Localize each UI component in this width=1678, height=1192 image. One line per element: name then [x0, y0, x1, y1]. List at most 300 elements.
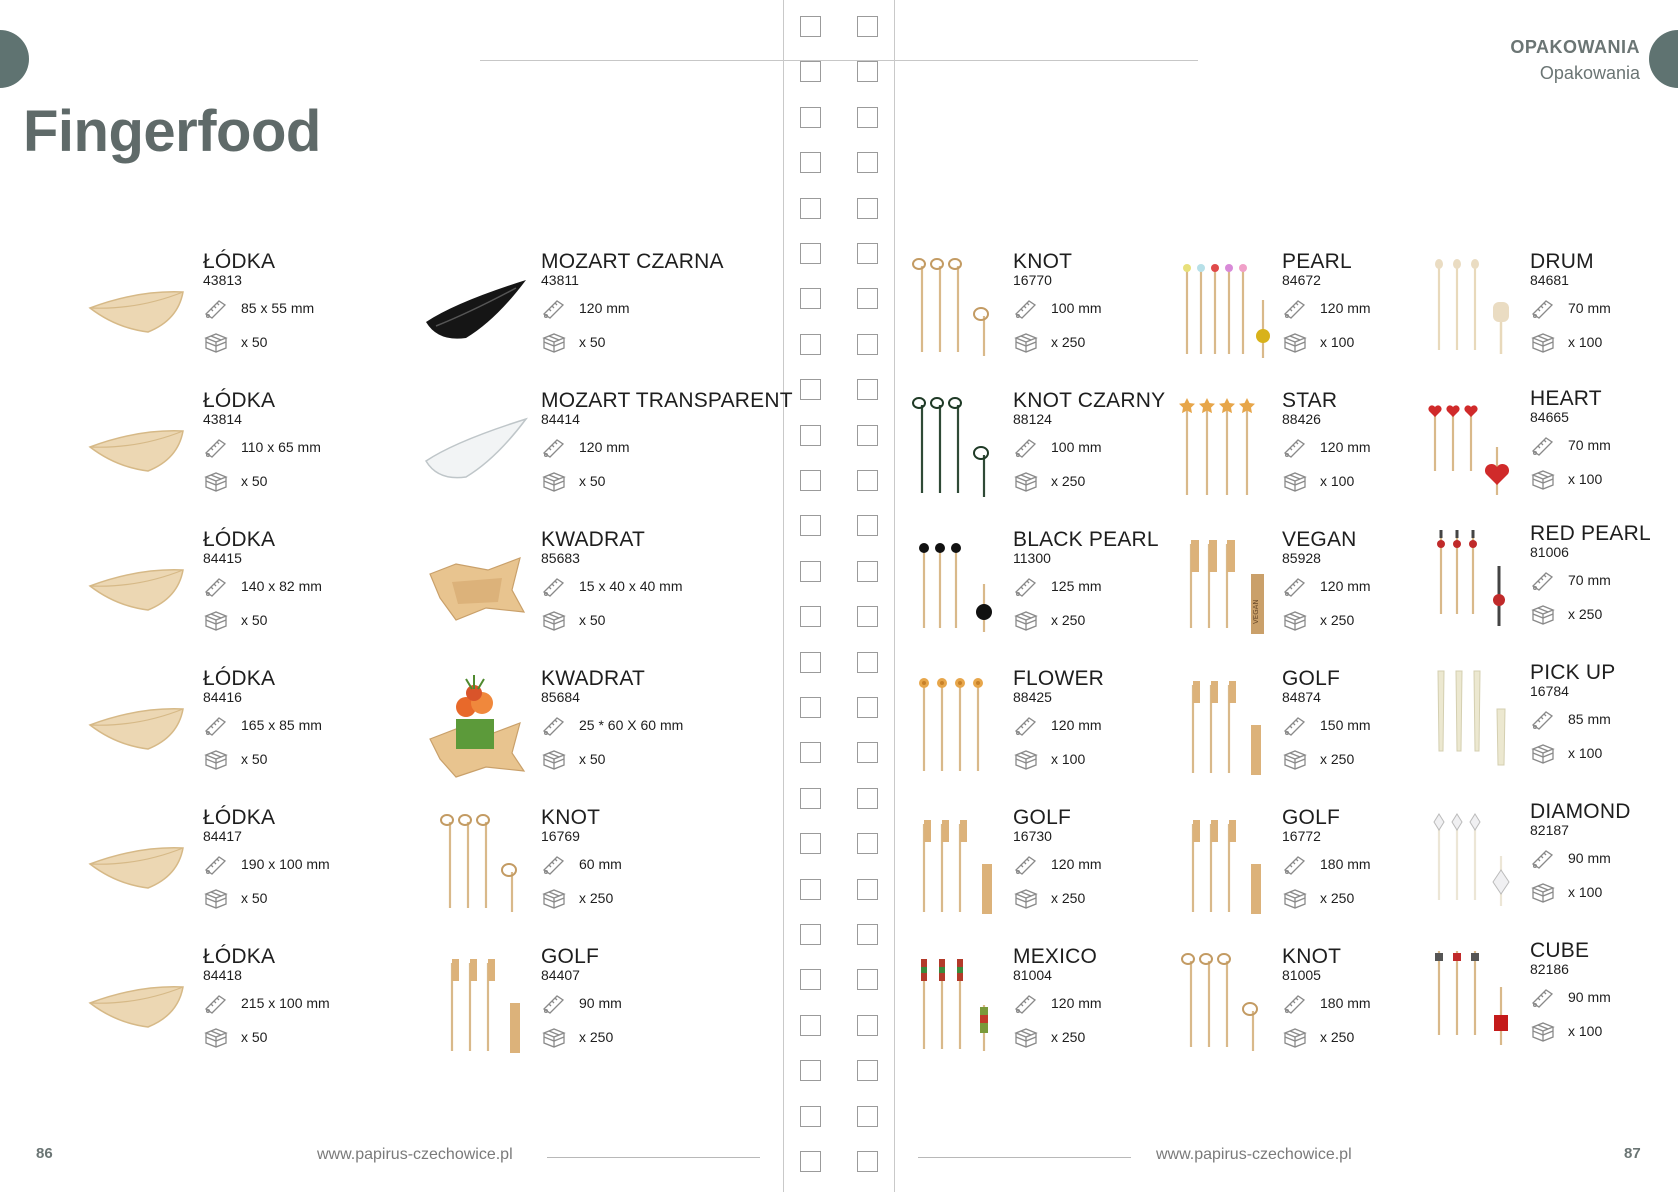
binding-box	[800, 107, 821, 128]
ruler-icon	[1530, 433, 1568, 457]
box-icon	[1013, 330, 1051, 354]
product-code: 84874	[1282, 689, 1321, 705]
product-code: 84665	[1530, 409, 1569, 425]
binding-box	[800, 152, 821, 173]
product-size: 150 mm	[1320, 717, 1371, 733]
product-image	[416, 528, 541, 646]
product-name: GOLF	[1282, 667, 1340, 690]
box-icon	[203, 469, 241, 493]
product-code: 16769	[541, 828, 580, 844]
binding-box	[800, 61, 821, 82]
pack-row	[541, 608, 605, 632]
size-row	[203, 435, 321, 459]
product-code: 43814	[203, 411, 242, 427]
product-code: 84681	[1530, 272, 1569, 288]
size-row	[541, 852, 622, 876]
size-row	[1013, 574, 1102, 598]
product-image	[416, 945, 541, 1063]
binding-box	[857, 742, 878, 763]
box-icon	[1282, 469, 1320, 493]
product-code: 82186	[1530, 961, 1569, 977]
product-image	[1157, 389, 1282, 507]
ruler-icon	[1013, 296, 1051, 320]
binding-box	[857, 61, 878, 82]
size-row	[1282, 713, 1371, 737]
ruler-icon	[203, 713, 241, 737]
binding-box	[857, 969, 878, 990]
binding-box	[800, 288, 821, 309]
ruler-icon	[1530, 568, 1568, 592]
binding-box	[800, 561, 821, 582]
product-code: 85684	[541, 689, 580, 705]
product-pack: x 100	[1568, 884, 1603, 900]
product-pack: x 50	[241, 751, 268, 767]
box-icon	[1282, 886, 1320, 910]
binding-box	[857, 334, 878, 355]
box-icon	[203, 747, 241, 771]
page-title: Fingerfood	[23, 99, 321, 164]
binding-box	[800, 652, 821, 673]
box-icon	[1530, 467, 1568, 491]
ruler-icon	[203, 574, 241, 598]
product-code: 88124	[1013, 411, 1052, 427]
product-pack: x 250	[579, 890, 614, 906]
ruler-icon	[541, 296, 579, 320]
ruler-icon	[541, 435, 579, 459]
size-row	[1282, 574, 1371, 598]
page-number-left: 86	[36, 1145, 53, 1162]
binding-box	[857, 697, 878, 718]
ruler-icon	[1282, 435, 1320, 459]
product-card	[416, 806, 756, 926]
product-image	[888, 389, 1013, 507]
product-code: 16784	[1530, 683, 1569, 699]
product-pack: x 100	[1320, 473, 1355, 489]
product-pack: x 250	[1051, 473, 1086, 489]
product-size: 60 mm	[579, 856, 622, 872]
product-size: 120 mm	[1051, 995, 1102, 1011]
pack-row	[541, 469, 605, 493]
product-size: 190 x 100 mm	[241, 856, 330, 872]
binding-box	[857, 1015, 878, 1036]
product-size: 70 mm	[1568, 572, 1611, 588]
product-size: 120 mm	[1320, 300, 1371, 316]
size-row	[541, 574, 683, 598]
box-icon	[1282, 330, 1320, 354]
pack-row	[1282, 1025, 1354, 1049]
size-row	[1013, 852, 1102, 876]
product-size: 70 mm	[1568, 300, 1611, 316]
box-icon	[203, 608, 241, 632]
product-pack: x 50	[241, 612, 268, 628]
product-card	[1405, 250, 1678, 370]
size-row	[1282, 852, 1371, 876]
size-row	[1282, 435, 1371, 459]
product-card	[1405, 661, 1678, 781]
product-size: 90 mm	[579, 995, 622, 1011]
product-image	[888, 667, 1013, 785]
product-size: 90 mm	[1568, 989, 1611, 1005]
product-image	[78, 667, 203, 785]
ruler-icon	[203, 991, 241, 1015]
box-icon	[1530, 741, 1568, 765]
binding-box	[857, 425, 878, 446]
ruler-icon	[1013, 574, 1051, 598]
product-card	[416, 528, 756, 648]
size-row	[203, 991, 330, 1015]
product-pack: x 250	[1051, 1029, 1086, 1045]
ruler-icon	[1282, 296, 1320, 320]
box-icon	[203, 330, 241, 354]
binding-box	[857, 606, 878, 627]
ruler-icon	[541, 713, 579, 737]
product-name: KNOT	[1013, 250, 1073, 273]
size-row	[1013, 435, 1102, 459]
size-row	[1530, 707, 1611, 731]
product-name: MOZART TRANSPARENT	[541, 389, 793, 412]
box-icon	[1530, 602, 1568, 626]
product-name: KNOT	[541, 806, 601, 829]
box-icon	[541, 469, 579, 493]
product-pack: x 250	[1051, 890, 1086, 906]
ruler-icon	[541, 574, 579, 598]
product-image	[1157, 806, 1282, 924]
pack-row	[1013, 469, 1085, 493]
product-image	[1157, 250, 1282, 368]
product-name: STAR	[1282, 389, 1338, 412]
product-image	[416, 389, 541, 507]
box-icon	[1282, 747, 1320, 771]
box-icon	[1282, 1025, 1320, 1049]
product-name: KWADRAT	[541, 667, 646, 690]
binding-box	[800, 470, 821, 491]
binding-box	[800, 1106, 821, 1127]
box-icon	[1013, 608, 1051, 632]
product-size: 120 mm	[579, 300, 630, 316]
ruler-icon	[203, 435, 241, 459]
pack-row	[203, 469, 267, 493]
binding-box	[800, 924, 821, 945]
product-size: 180 mm	[1320, 995, 1371, 1011]
size-row	[203, 574, 322, 598]
product-name: ŁÓDKA	[203, 528, 276, 551]
binding-box	[800, 425, 821, 446]
binding-box	[800, 198, 821, 219]
pack-row	[203, 1025, 267, 1049]
binding-box	[857, 1060, 878, 1081]
product-size: 120 mm	[579, 439, 630, 455]
box-icon	[1013, 469, 1051, 493]
product-size: 85 x 55 mm	[241, 300, 315, 316]
product-code: 84415	[203, 550, 242, 566]
binding-box	[857, 152, 878, 173]
product-image	[78, 389, 203, 507]
product-image	[78, 528, 203, 646]
product-pack: x 50	[241, 1029, 268, 1045]
product-name: KNOT CZARNY	[1013, 389, 1166, 412]
size-row	[1282, 991, 1371, 1015]
section-subtitle: Opakowania	[1539, 63, 1640, 83]
box-icon	[1282, 608, 1320, 632]
binding-box	[800, 515, 821, 536]
product-pack: x 50	[579, 751, 606, 767]
product-pack: x 250	[1568, 606, 1603, 622]
size-row	[1013, 713, 1102, 737]
ruler-icon	[1013, 991, 1051, 1015]
product-pack: x 250	[1320, 751, 1355, 767]
pack-row	[1530, 330, 1602, 354]
size-row	[1013, 991, 1102, 1015]
product-size: 15 x 40 x 40 mm	[579, 578, 683, 594]
size-row	[1530, 568, 1611, 592]
binding-box	[857, 198, 878, 219]
product-code: 85928	[1282, 550, 1321, 566]
binding-box	[800, 1060, 821, 1081]
size-row	[1530, 296, 1611, 320]
ruler-icon	[1530, 846, 1568, 870]
ruler-icon	[1530, 707, 1568, 731]
ruler-icon	[1013, 852, 1051, 876]
product-image	[888, 528, 1013, 646]
binding-box	[857, 243, 878, 264]
pack-row	[541, 886, 613, 910]
pack-row	[1282, 608, 1354, 632]
product-code: 16772	[1282, 828, 1321, 844]
pack-row	[1282, 747, 1354, 771]
product-image	[78, 250, 203, 368]
product-code: 85683	[541, 550, 580, 566]
size-row	[203, 296, 314, 320]
box-icon	[203, 886, 241, 910]
product-image	[416, 667, 541, 785]
page-number-right: 87	[1624, 1145, 1641, 1162]
pack-row	[1530, 467, 1602, 491]
ruler-icon	[203, 296, 241, 320]
size-row	[1530, 846, 1611, 870]
product-name: RED PEARL	[1530, 522, 1651, 545]
pack-row	[1013, 886, 1085, 910]
product-code: 84417	[203, 828, 242, 844]
size-row	[541, 713, 683, 737]
product-card	[78, 250, 418, 370]
product-size: 215 x 100 mm	[241, 995, 330, 1011]
pack-row	[1282, 886, 1354, 910]
pack-row	[203, 330, 267, 354]
product-card	[1405, 387, 1678, 507]
product-size: 120 mm	[1051, 717, 1102, 733]
product-image	[1405, 387, 1530, 505]
binding-box	[800, 16, 821, 37]
product-size: 180 mm	[1320, 856, 1371, 872]
product-code: 88425	[1013, 689, 1052, 705]
product-code: 81004	[1013, 967, 1052, 983]
size-row	[1013, 296, 1102, 320]
binding-box	[857, 107, 878, 128]
product-card	[416, 250, 756, 370]
product-card	[416, 667, 756, 787]
product-code: 82187	[1530, 822, 1569, 838]
product-name: ŁÓDKA	[203, 250, 276, 273]
footer-url-right[interactable]: www.papirus-czechowice.pl	[1156, 1146, 1352, 1163]
product-code: 84418	[203, 967, 242, 983]
product-image	[888, 250, 1013, 368]
binding-box	[800, 379, 821, 400]
section-title: OPAKOWANIA	[1510, 37, 1640, 57]
product-pack: x 50	[579, 612, 606, 628]
size-row	[203, 852, 330, 876]
product-code: 43811	[541, 272, 579, 288]
box-icon	[1013, 1025, 1051, 1049]
product-size: 120 mm	[1320, 578, 1371, 594]
binding-box	[800, 788, 821, 809]
product-name: PICK UP	[1530, 661, 1616, 684]
product-name: GOLF	[541, 945, 599, 968]
binding-box	[800, 742, 821, 763]
binding-box	[857, 1106, 878, 1127]
pack-row	[1013, 747, 1085, 771]
product-card	[416, 945, 756, 1065]
product-code: 81006	[1530, 544, 1569, 560]
product-name: MEXICO	[1013, 945, 1098, 968]
size-row	[1530, 433, 1611, 457]
binding-box	[857, 652, 878, 673]
product-pack: x 50	[241, 473, 268, 489]
pack-row	[1282, 330, 1354, 354]
pack-row	[203, 747, 267, 771]
product-name: GOLF	[1013, 806, 1071, 829]
product-pack: x 100	[1568, 334, 1603, 350]
product-image	[1157, 528, 1282, 646]
product-code: 16770	[1013, 272, 1052, 288]
binding-box	[857, 924, 878, 945]
product-code: 11300	[1013, 550, 1051, 566]
pack-row	[1530, 602, 1602, 626]
size-row	[541, 991, 622, 1015]
product-card	[78, 667, 418, 787]
pack-row	[1530, 1019, 1602, 1043]
product-image	[1157, 667, 1282, 785]
footer-url-left[interactable]: www.papirus-czechowice.pl	[317, 1146, 513, 1163]
product-code: 81005	[1282, 967, 1321, 983]
pack-row	[1530, 741, 1602, 765]
ruler-icon	[1282, 713, 1320, 737]
binding-box	[857, 16, 878, 37]
product-size: 120 mm	[1051, 856, 1102, 872]
box-icon	[1530, 880, 1568, 904]
product-pack: x 250	[1051, 334, 1086, 350]
product-size: 100 mm	[1051, 439, 1102, 455]
product-card	[1405, 939, 1678, 1059]
pack-row	[541, 330, 605, 354]
product-card	[78, 389, 418, 509]
product-name: KNOT	[1282, 945, 1342, 968]
product-pack: x 100	[1568, 1023, 1603, 1039]
size-row	[1530, 985, 1611, 1009]
product-size: 165 x 85 mm	[241, 717, 322, 733]
product-code: 84414	[541, 411, 580, 427]
binding-box	[857, 1151, 878, 1172]
product-code: 84407	[541, 967, 580, 983]
product-size: 125 mm	[1051, 578, 1102, 594]
product-image	[1157, 945, 1282, 1063]
product-image	[888, 945, 1013, 1063]
product-image	[1405, 522, 1530, 640]
product-name: ŁÓDKA	[203, 945, 276, 968]
product-name: PEARL	[1282, 250, 1352, 273]
ruler-icon	[1013, 435, 1051, 459]
product-name: DIAMOND	[1530, 800, 1631, 823]
product-size: 85 mm	[1568, 711, 1611, 727]
binding-box	[857, 379, 878, 400]
binding-box	[800, 969, 821, 990]
product-name: KWADRAT	[541, 528, 646, 551]
product-size: 100 mm	[1051, 300, 1102, 316]
product-image	[78, 945, 203, 1063]
ruler-icon	[541, 991, 579, 1015]
product-card	[78, 945, 418, 1065]
binding-box	[800, 879, 821, 900]
product-name: ŁÓDKA	[203, 806, 276, 829]
product-image	[1405, 250, 1530, 368]
box-icon	[541, 747, 579, 771]
product-card	[416, 389, 793, 509]
product-code: 84672	[1282, 272, 1321, 288]
ruler-icon	[541, 852, 579, 876]
box-icon	[541, 886, 579, 910]
product-name: CUBE	[1530, 939, 1590, 962]
product-pack: x 100	[1320, 334, 1355, 350]
pack-row	[1282, 469, 1354, 493]
product-name: DRUM	[1530, 250, 1594, 273]
binding-box	[800, 697, 821, 718]
box-icon	[1013, 886, 1051, 910]
product-name: FLOWER	[1013, 667, 1105, 690]
spine-line-left	[783, 0, 784, 1192]
product-size: 120 mm	[1320, 439, 1371, 455]
product-name: BLACK PEARL	[1013, 528, 1159, 551]
product-pack: x 250	[1320, 1029, 1355, 1045]
pack-row	[1530, 880, 1602, 904]
product-image	[1405, 939, 1530, 1057]
product-name: HEART	[1530, 387, 1602, 410]
binding-box	[800, 606, 821, 627]
product-card	[1405, 800, 1678, 920]
product-image	[416, 806, 541, 924]
page-tab-left	[0, 30, 29, 88]
product-pack: x 50	[579, 334, 606, 350]
product-name: GOLF	[1282, 806, 1340, 829]
size-row	[1282, 296, 1371, 320]
size-row	[541, 296, 630, 320]
pack-row	[541, 1025, 613, 1049]
product-code: 88426	[1282, 411, 1321, 427]
binding-box	[800, 1151, 821, 1172]
product-name: ŁÓDKA	[203, 667, 276, 690]
product-name: ŁÓDKA	[203, 389, 276, 412]
product-size: 70 mm	[1568, 437, 1611, 453]
binding-box	[857, 788, 878, 809]
product-pack: x 250	[1320, 612, 1355, 628]
binding-box	[857, 515, 878, 536]
pack-row	[541, 747, 605, 771]
footer-rule-left	[547, 1157, 760, 1158]
ruler-icon	[1530, 296, 1568, 320]
product-pack: x 100	[1568, 745, 1603, 761]
product-card	[78, 528, 418, 648]
pack-row	[203, 608, 267, 632]
binding-box	[800, 334, 821, 355]
binding-box	[800, 833, 821, 854]
